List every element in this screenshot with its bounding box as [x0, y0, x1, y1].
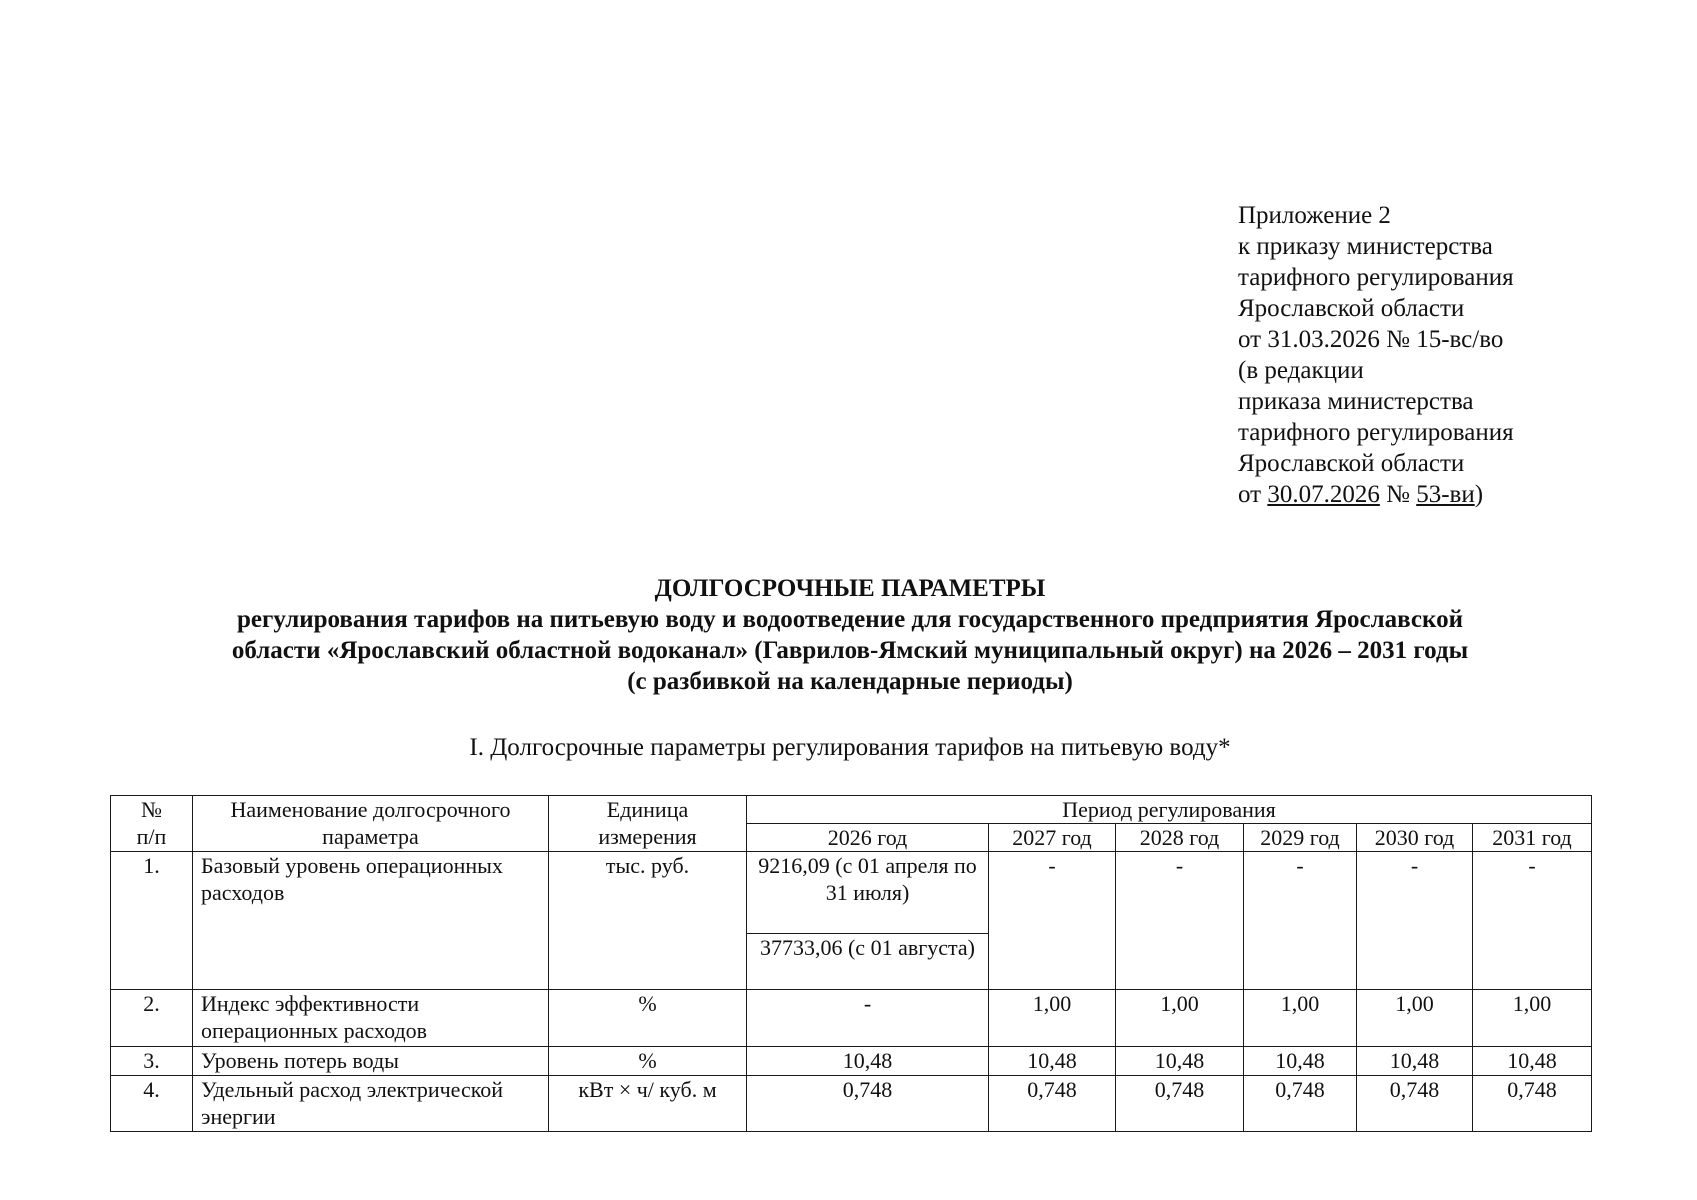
appendix-line: тарифного регулирования	[1238, 264, 1514, 291]
table-row	[111, 1076, 1592, 1132]
row-num: 3.	[111, 1047, 193, 1076]
amendment-mid: №	[1379, 481, 1417, 508]
row-value-2028: -	[1116, 852, 1244, 990]
row-value-2031: 1,00	[1473, 990, 1592, 1047]
row-num: 1.	[111, 852, 193, 990]
row-value-2031: 0,748	[1473, 1076, 1592, 1132]
amendment-number: 53-ви	[1416, 481, 1475, 508]
amendment-prefix: от	[1238, 481, 1268, 508]
row-value-2027: 1,00	[989, 990, 1116, 1047]
appendix-line: приказа министерства	[1238, 388, 1474, 415]
row-value-2028: 0,748	[1116, 1076, 1244, 1132]
appendix-line: Приложение 2	[1238, 202, 1391, 229]
amendment-suffix: )	[1474, 481, 1484, 508]
header-num	[111, 796, 193, 852]
row-num: 2.	[111, 990, 193, 1047]
header-year-2028: 2028 год	[1116, 824, 1244, 852]
row-value-2026: -	[747, 990, 989, 1047]
row-value-2026: 10,48	[747, 1047, 989, 1076]
appendix-line: (в редакции	[1238, 357, 1364, 384]
document-title	[120, 573, 1580, 697]
row-name: Удельный расход электрической энергии	[193, 1076, 549, 1132]
row-value-2029: 1,00	[1244, 990, 1357, 1047]
row-value-2029: 0,748	[1244, 1076, 1357, 1132]
appendix-line: от 31.03.2026 № 15-вс/во	[1238, 326, 1504, 353]
table-row	[111, 990, 1592, 1047]
header-period: Период регулирования	[747, 796, 1592, 824]
amendment-date: 30.07.2026	[1267, 481, 1380, 508]
row-value-2029: -	[1244, 852, 1357, 990]
table-row	[111, 852, 1592, 934]
title-line-3: области «Ярославский областной водоканал» (Гаврилов-Ямский муниципальный округ) на 2026 – 2031 годы	[231, 637, 1469, 664]
row-value-2030: -	[1357, 852, 1473, 990]
row-name: Индекс эффективности операционных расходов	[193, 990, 549, 1047]
row-value-2030: 10,48	[1357, 1047, 1473, 1076]
appendix-line: к приказу министерства	[1238, 233, 1493, 260]
row-unit: %	[549, 1047, 747, 1076]
row-value-2030: 1,00	[1357, 990, 1473, 1047]
appendix-line: Ярославской области	[1238, 450, 1465, 477]
row-num: 4.	[111, 1076, 193, 1132]
header-unit: Единица измерения	[549, 796, 747, 852]
title-line-1: ДОЛГОСРОЧНЫЕ ПАРАМЕТРЫ	[654, 575, 1046, 602]
header-year-2031: 2031 год	[1473, 824, 1592, 852]
title-line-2: регулирования тарифов на питьевую воду и водоотведение для государственного предприятия Ярославской	[236, 606, 1463, 633]
header-year-2026: 2026 год	[747, 824, 989, 852]
row-value-2027: 0,748	[989, 1076, 1116, 1132]
row-unit: кВт × ч/ куб. м	[549, 1076, 747, 1132]
row-value-2031: -	[1473, 852, 1592, 990]
row-value-2026-a: 9216,09 (с 01 апреля по 31 июля)	[747, 852, 989, 934]
header-year-2030: 2030 год	[1357, 824, 1473, 852]
header-num-line-2: п/п	[136, 824, 167, 849]
row-value-2028: 1,00	[1116, 990, 1244, 1047]
row-name: Уровень потерь воды	[193, 1047, 549, 1076]
appendix-line: Ярославской области	[1238, 295, 1465, 322]
row-unit: %	[549, 990, 747, 1047]
row-value-2030: 0,748	[1357, 1076, 1473, 1132]
row-value-2026: 0,748	[747, 1076, 989, 1132]
parameters-table	[110, 795, 1592, 1132]
row-value-2028: 10,48	[1116, 1047, 1244, 1076]
header-year-2029: 2029 год	[1244, 824, 1357, 852]
header-num-line-1: №	[141, 797, 162, 822]
row-unit: тыс. руб.	[549, 852, 747, 990]
appendix-amendment-line	[1238, 479, 1514, 510]
table-header-row	[111, 796, 1592, 824]
row-value-2029: 10,48	[1244, 1047, 1357, 1076]
appendix-block	[1238, 200, 1514, 510]
row-value-2031: 10,48	[1473, 1047, 1592, 1076]
row-value-2027: 10,48	[989, 1047, 1116, 1076]
header-year-2027: 2027 год	[989, 824, 1116, 852]
row-value-2027: -	[989, 852, 1116, 990]
row-value-2026-b: 37733,06 (с 01 августа)	[747, 934, 989, 990]
table-row	[111, 1047, 1592, 1076]
section-title: I. Долгосрочные параметры регулирования тарифов на питьевую воду*	[469, 734, 1231, 761]
row-name: Базовый уровень операционных расходов	[193, 852, 549, 990]
title-line-4: (с разбивкой на календарные периоды)	[627, 668, 1073, 695]
appendix-line: тарифного регулирования	[1238, 419, 1514, 446]
header-name: Наименование долгосрочного параметра	[193, 796, 549, 852]
